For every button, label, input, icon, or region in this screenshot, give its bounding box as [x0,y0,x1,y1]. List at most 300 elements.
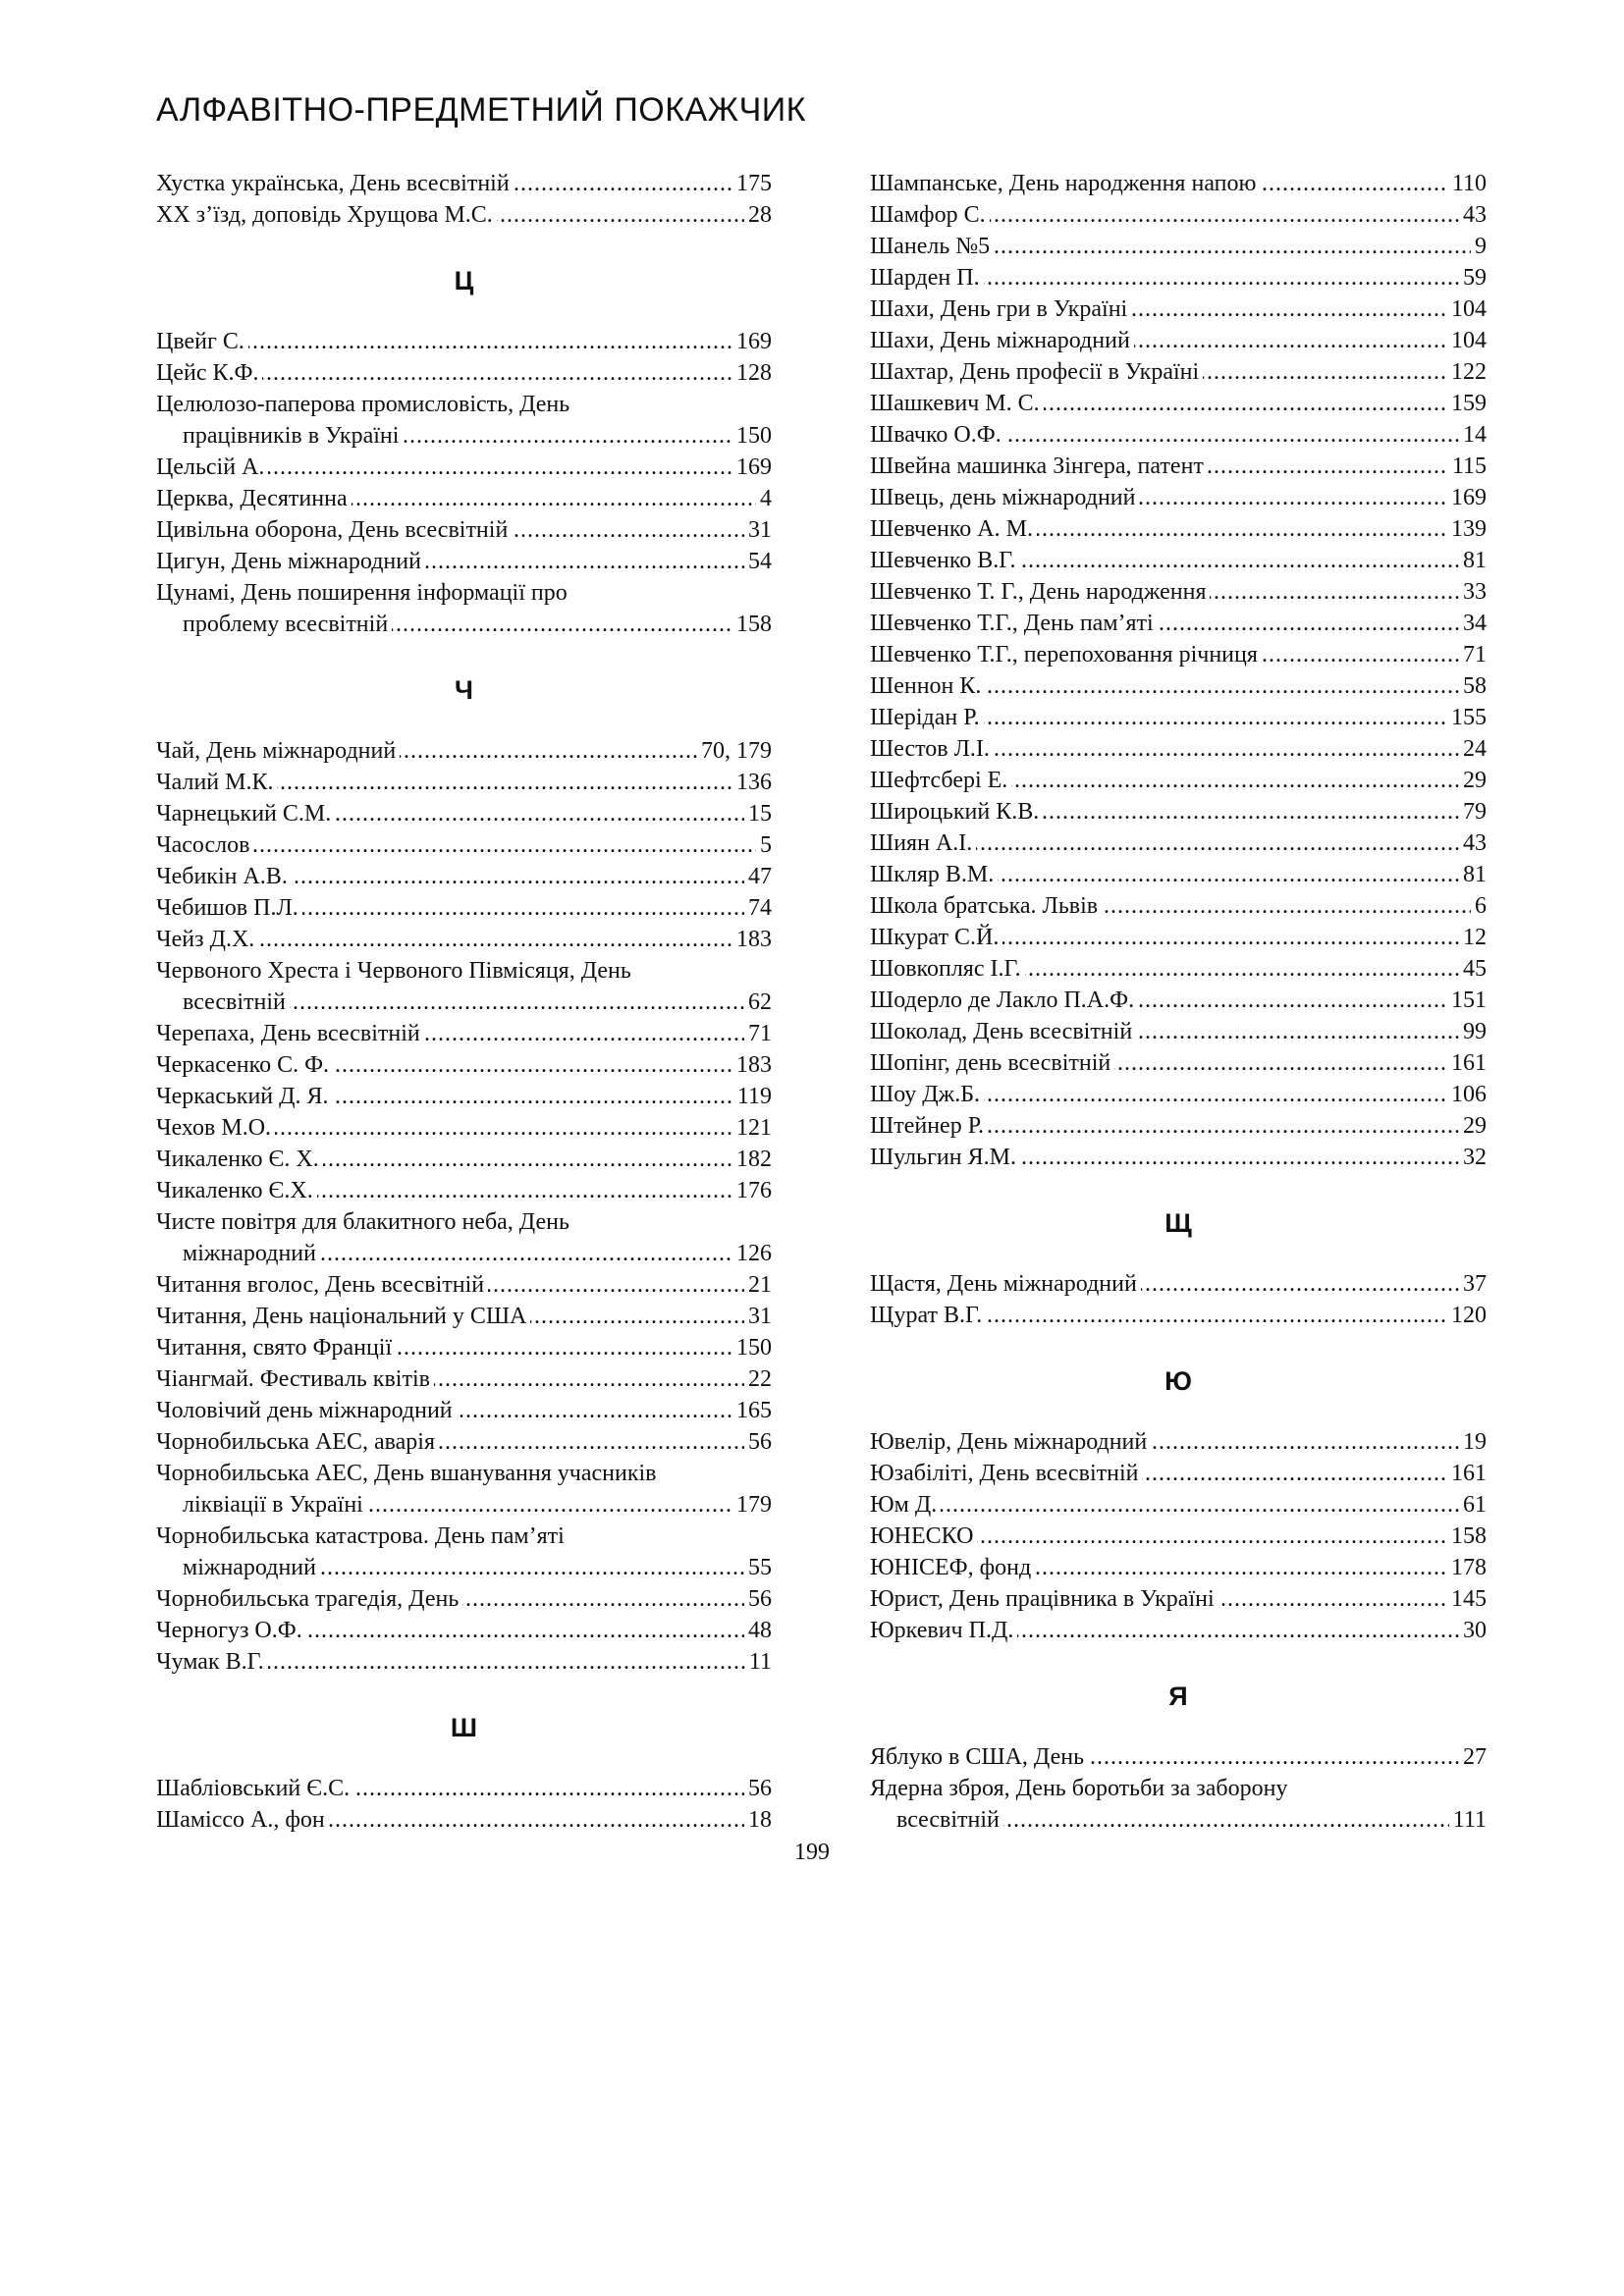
page-ref: 19 [1459,1426,1487,1458]
page-ref: 182 [732,1144,772,1175]
entry-line [156,1552,772,1583]
entry-text: Черногуз О.Ф. [156,1618,306,1643]
index-entry [156,546,772,577]
dot-leader [870,1489,1487,1521]
index-entry [870,325,1487,356]
entry-text: Ядерна зброя, День боротьби за заборону [870,1773,1487,1804]
entry-line [870,325,1487,356]
index-entry [870,451,1487,482]
entry-text: Юм Д. [870,1492,941,1518]
entry-text: Чикаленко Є.Х. [156,1178,317,1203]
entry-text: Чарнецький С.М. [156,801,335,827]
index-entry [870,828,1487,859]
page-ref: 54 [744,546,772,577]
page-ref: 70, 179 [697,735,772,767]
entry-line [156,892,772,924]
entry-text: ХХ з’їзд, доповідь Хрущова М.С. [156,202,497,228]
page-ref: 71 [1459,639,1487,670]
entry-line [870,231,1487,262]
entry-text: Черкаський Д. Я. [156,1084,333,1109]
entry-text: Шодерло де Лакло П.А.Ф. [870,988,1138,1013]
page-ref: 159 [1447,388,1487,419]
page-ref: 104 [1447,325,1487,356]
entry-line [156,798,772,829]
section-letter: Я [1168,1682,1188,1711]
page-ref: 169 [732,326,772,357]
entry-text: Щурат В.Г. [870,1303,986,1328]
index-entry [156,199,772,231]
index-entry [156,1144,772,1175]
entry-text: Шиян А.І. [870,830,976,856]
page-ref: 128 [732,357,772,389]
index-entry [870,1489,1487,1521]
index-entry [870,1773,1487,1836]
entry-line [870,545,1487,576]
index-entry [156,1112,772,1144]
entry-text: ЮНІСЕФ, фонд [870,1555,1035,1580]
index-entry [156,1646,772,1678]
page-ref: 5 [756,829,772,861]
dot-leader [156,326,772,357]
index-entry [156,829,772,861]
entry-line [870,1079,1487,1110]
index-entry [156,1363,772,1395]
page-ref: 30 [1459,1615,1487,1646]
index-entry [870,1016,1487,1047]
entry-line [870,576,1487,608]
index-entry [870,199,1487,231]
index-entry [870,356,1487,388]
index-entry [870,1458,1487,1489]
entry-line [870,639,1487,670]
entry-line [870,890,1487,922]
page-ref: 22 [744,1363,772,1395]
entry-text: Цвейг С. [156,329,248,354]
entry-text: Шефтсбері Е. [870,768,1011,793]
entry-line [870,1300,1487,1331]
index-entry [870,1552,1487,1583]
page-ref: 47 [744,861,772,892]
entry-line [870,1426,1487,1458]
entry-text: Чебикін А.В. [156,864,292,889]
entry-text: Штейнер Р. [870,1113,988,1139]
index-entry [870,262,1487,294]
section-letter: Ш [450,1713,478,1742]
page-ref: 165 [732,1395,772,1426]
index-entry [870,513,1487,545]
entry-line [870,985,1487,1016]
index-entry [156,326,772,357]
page-ref: 176 [732,1175,772,1206]
entry-text: Шампанське, День народження напою [870,171,1260,196]
index-entry [870,1426,1487,1458]
entry-line [870,199,1487,231]
entry-text: Шаміссо А., фон [156,1807,329,1833]
entry-line [156,1646,772,1678]
index-entry [870,1047,1487,1079]
entry-text: Швець, день міжнародний [870,485,1139,510]
page-number: 199 [794,1840,830,1865]
page-ref: 34 [1459,608,1487,639]
entry-line [156,483,772,514]
page-ref: 28 [744,199,772,231]
index-entry [870,168,1487,199]
entry-text: Юрист, День працівника в Україні [870,1586,1218,1612]
entry-text: Шкляр В.М. [870,862,998,887]
page-ref: 158 [732,609,772,640]
index-entry [156,1773,772,1804]
page-ref: 81 [1459,859,1487,890]
page-ref: 55 [744,1552,772,1583]
entry-text: Чорнобильська АЕС, аварія [156,1429,439,1455]
entry-text: Шахи, День міжнародний [870,328,1134,353]
index-entry [870,1300,1487,1331]
entry-line [156,767,772,798]
index-entry [156,861,772,892]
entry-text: Юркевич П.Д. [870,1618,1017,1643]
entry-text: Шерідан Р. [870,705,984,730]
index-entry [870,1079,1487,1110]
page-ref: 56 [744,1773,772,1804]
entry-line [156,1395,772,1426]
index-entry [156,1018,772,1049]
index-entry [870,670,1487,702]
index-entry [870,1110,1487,1142]
index-entry [870,796,1487,828]
entry-line [870,388,1487,419]
entry-line [870,482,1487,513]
entry-text: Шахтар, День професії в Україні [870,359,1203,385]
index-entry [156,1615,772,1646]
page-ref: 32 [1459,1142,1487,1173]
page-ref: 21 [744,1269,772,1301]
index-entry [870,482,1487,513]
entry-line [156,1363,772,1395]
page-ref: 122 [1447,356,1487,388]
index-entry [156,1269,772,1301]
entry-line [156,326,772,357]
index-entry [156,1583,772,1615]
entry-text: Шоколад, День всесвітній [870,1019,1136,1044]
page-ref: 158 [1447,1521,1487,1552]
entry-text: Цейс К.Ф. [156,360,262,386]
entry-line [156,1112,772,1144]
index-entry [870,231,1487,262]
entry-line [870,828,1487,859]
entry-text: Часослов [156,832,253,858]
index-entry [870,765,1487,796]
index-entry [156,577,772,640]
page-ref: 45 [1459,953,1487,985]
page-ref: 15 [744,798,772,829]
page-ref: 29 [1459,1110,1487,1142]
index-entry [870,953,1487,985]
entry-continuation: працівників в Україні [183,423,403,449]
index-entry [870,545,1487,576]
page-ref: 4 [756,483,772,514]
page-ref: 58 [1459,670,1487,702]
section-letter: Щ [1164,1208,1192,1238]
page-ref: 31 [744,1301,772,1332]
page-ref: 74 [744,892,772,924]
page-ref: 150 [732,420,772,452]
index-entry [156,767,772,798]
index-entry [156,1175,772,1206]
entry-line [156,861,772,892]
index-entry [156,452,772,483]
index-entry [156,892,772,924]
entry-text: Шабліовський Є.С. [156,1776,353,1801]
page-ref: 104 [1447,294,1487,325]
entry-text: Читання, свято Франції [156,1335,396,1361]
page-ref: 106 [1447,1079,1487,1110]
page-ref: 175 [732,168,772,199]
page-ref: 161 [1447,1047,1487,1079]
entry-text: Чай, День міжнародний [156,738,400,764]
entry-text: Чейз Д.Х. [156,927,258,952]
page-ref: 183 [732,1049,772,1081]
entry-text: ЮНЕСКО [870,1523,977,1549]
entry-text: Юзабіліті, День всесвітній [870,1461,1142,1486]
index-entry [870,985,1487,1016]
entry-line [870,1458,1487,1489]
page-ref: 111 [1449,1804,1487,1836]
index-entry [156,483,772,514]
page-ref: 110 [1448,168,1487,199]
index-entry [870,859,1487,890]
entry-text: Шашкевич М. С. [870,391,1044,416]
entry-line [870,796,1487,828]
entry-line [870,294,1487,325]
index-entry [156,924,772,955]
entry-text: Чорнобильська катастрова. День пам’яті [156,1521,772,1552]
entry-text: Шоу Дж.Б. [870,1082,984,1107]
page-ref: 136 [732,767,772,798]
entry-line [156,1615,772,1646]
index-entry [870,1521,1487,1552]
entry-text: Цивільна оборона, День всесвітній [156,517,512,543]
entry-line [156,546,772,577]
page-ref: 183 [732,924,772,955]
page-ref: 62 [744,987,772,1018]
page-ref: 12 [1459,922,1487,953]
index-entry [870,419,1487,451]
entry-line [156,1773,772,1804]
section-letter: Ч [455,675,473,705]
index-entry [156,1395,772,1426]
entry-line [870,1615,1487,1646]
entry-line [870,1047,1487,1079]
page-ref: 150 [732,1332,772,1363]
entry-text: Шахи, День гри в Україні [870,296,1131,322]
index-entry [870,733,1487,765]
index-entry [156,1206,772,1269]
entry-text: Цунамі, День поширення інформації про [156,577,772,609]
entry-text: Чумак В.Г. [156,1649,268,1675]
entry-text: Читання, День національний у США [156,1304,530,1329]
entry-text: Церква, Десятинна [156,486,352,511]
index-entry [870,890,1487,922]
entry-line [156,1804,772,1836]
page-ref: 56 [744,1583,772,1615]
entry-text: Чіангмай. Фестиваль квітів [156,1366,434,1392]
entry-line [156,1426,772,1458]
entry-text: Шестов Л.І. [870,736,994,762]
entry-line [156,1489,772,1521]
index-entry [156,1521,772,1583]
entry-text: Ювелір, День міжнародний [870,1429,1151,1455]
page-ref: 126 [732,1238,772,1269]
entry-line [156,1238,772,1269]
entry-line [870,1741,1487,1773]
entry-line [156,609,772,640]
index-entry [870,702,1487,733]
index-entry [156,955,772,1018]
entry-text: Швачко О.Ф. [870,422,1005,448]
page-ref: 27 [1459,1741,1487,1773]
page-ref: 18 [744,1804,772,1836]
index-entry [870,576,1487,608]
entry-text: Чоловічий день міжнародний [156,1398,457,1423]
entry-text: Хустка українська, День всесвітній [156,171,514,196]
index-entry [156,1332,772,1363]
entry-text: Черепаха, День всесвітній [156,1021,424,1046]
page-ref: 99 [1459,1016,1487,1047]
entry-line [870,1804,1487,1836]
entry-line [870,733,1487,765]
page-ref: 59 [1459,262,1487,294]
index-entry [870,922,1487,953]
entry-line [870,419,1487,451]
page-ref: 151 [1447,985,1487,1016]
index-entry [156,735,772,767]
entry-line [870,262,1487,294]
entry-text: Целюлозо-паперова промисловість, День [156,389,772,420]
entry-continuation: всесвітній [896,1807,1003,1833]
entry-text: Шевченко А. М. [870,516,1037,542]
entry-line [156,1049,772,1081]
entry-line [156,357,772,389]
entry-text: Шамфор С. [870,202,990,228]
entry-line [870,608,1487,639]
entry-text: Школа братська. Львів [870,893,1102,919]
page-ref: 79 [1459,796,1487,828]
entry-line [870,702,1487,733]
entry-continuation: ліквіації в Україні [183,1492,367,1518]
page-ref: 121 [732,1112,772,1144]
entry-line [870,765,1487,796]
page-ref: 48 [744,1615,772,1646]
entry-line [870,356,1487,388]
entry-text: Чехов М.О. [156,1115,275,1141]
left-column [156,168,772,1836]
entry-line [156,829,772,861]
entry-continuation: міжнародний [183,1555,320,1580]
page-ref: 33 [1459,576,1487,608]
entry-line [870,1583,1487,1615]
page-ref: 179 [732,1489,772,1521]
entry-text: Шарден П. [870,265,984,291]
page-ref: 56 [744,1426,772,1458]
entry-continuation: проблему всесвітній [183,612,392,637]
entry-text: Чебишов П.Л. [156,895,302,921]
entry-text: Шевченко Т.Г., День пам’яті [870,611,1158,636]
entry-line [870,670,1487,702]
page-ref: 37 [1459,1268,1487,1300]
entry-text: Шопінг, день всесвітній [870,1050,1114,1076]
entry-line [870,1521,1487,1552]
entry-text: Широцький К.В. [870,799,1043,825]
entry-line [156,199,772,231]
entry-text: Чорнобильська трагедія, День [156,1586,462,1612]
page-ref: 6 [1471,890,1487,922]
entry-line [870,168,1487,199]
index-entry [156,514,772,546]
page-ref: 29 [1459,765,1487,796]
entry-line [156,924,772,955]
entry-text: Цельсій А. [156,454,268,480]
index-entry [156,168,772,199]
entry-continuation: міжнародний [183,1241,320,1266]
index-entry [870,388,1487,419]
index-entry [156,798,772,829]
entry-line [870,953,1487,985]
index-entry [870,639,1487,670]
entry-line [870,1268,1487,1300]
entry-text: Швейна машинка Зінгера, патент [870,454,1208,479]
page-ref: 24 [1459,733,1487,765]
page-ref: 145 [1447,1583,1487,1615]
entry-text: Щастя, День міжнародний [870,1271,1141,1297]
entry-line [156,735,772,767]
entry-line [870,451,1487,482]
entry-text: Шеннон К. [870,673,985,699]
entry-line [870,1142,1487,1173]
entry-continuation: всесвітній [183,989,290,1015]
index-entry [156,1301,772,1332]
entry-line [156,452,772,483]
entry-line [156,168,772,199]
page-ref: 11 [745,1646,772,1678]
page-ref: 31 [744,514,772,546]
index-entry [156,1049,772,1081]
right-column [870,168,1487,1836]
entry-line [156,1301,772,1332]
page-ref: 139 [1447,513,1487,545]
entry-text: Цигун, День міжнародний [156,549,425,574]
page-ref: 178 [1447,1552,1487,1583]
entry-line [156,420,772,452]
entry-line [156,1081,772,1112]
index-entry [156,1804,772,1836]
index-entry [156,389,772,452]
entry-line [156,1175,772,1206]
entry-text: Шевченко Т. Г., День народження [870,579,1210,605]
page-ref: 14 [1459,419,1487,451]
index-entry [870,1741,1487,1773]
index-entry [870,1615,1487,1646]
index-entry [156,1081,772,1112]
page-ref: 61 [1459,1489,1487,1521]
page-ref: 71 [744,1018,772,1049]
index-entry [156,1458,772,1521]
entry-text: Чалий М.К. [156,770,277,795]
index-entry [870,1583,1487,1615]
index-entry [156,1426,772,1458]
entry-text: Шевченко В.Г. [870,548,1019,573]
section-letter: Ю [1164,1366,1192,1396]
entry-line [156,1144,772,1175]
